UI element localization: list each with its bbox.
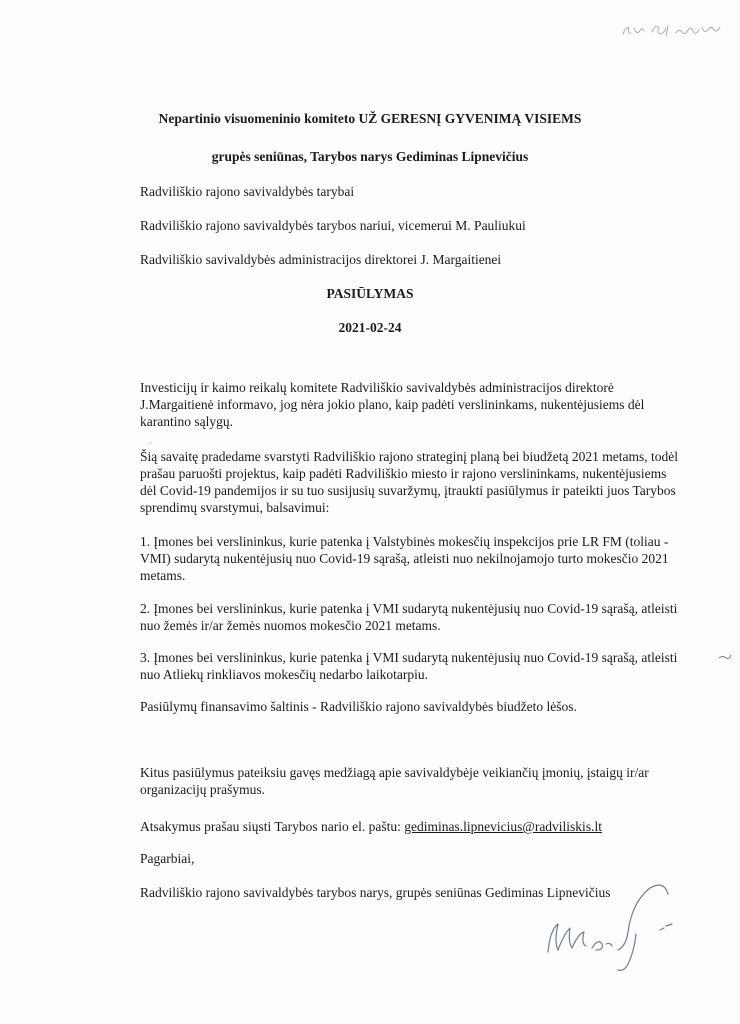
- closing-greeting: Pagarbiai,: [140, 851, 195, 866]
- proposal-item-1: 1. Įmones bei verslininkus, kurie patenka į Valstybinės mokesčių inspekcijos prie LR FM (toliau - VMI) sudarytą nukentėjusių nuo Covid-19 sąrašą, atleisti nuo nekilnojamojo turto mokesčio 2021 metams.: [140, 534, 669, 583]
- scan-mark: ⸝: [148, 436, 153, 446]
- recipient-council: Radviliškio rajono savivaldybės tarybai: [140, 184, 355, 199]
- paragraph-context: Investicijų ir kaimo reikalų komitete Radviliškio savivaldybės administracijos direktorė J.Margaitienė informavo, jog nėra jokio plano, kaip padėti verslininkams, nukentėjusiems dėl karantino sąlygų.: [140, 380, 645, 429]
- paragraph-request: Šią savaitę pradedame svarstyti Radviliškio rajono strateginį planą bei biudžetą 2021 metams, todėl prašau paruošti projektus, kaip padėti Radviliškio miesto ir rajono verslininkams, nukentėjusiems dėl Covid-19 pandemijos ir su tuo susijusių suvaržymų, įtraukti pasiūlymus ir pateikti juos Tarybos sprendimų svarstymui, balsavimui:: [140, 449, 678, 515]
- recipient-director: Radviliškio savivaldybės administracijos direktorei J. Margaitienei: [140, 252, 502, 267]
- reply-instructions: Atsakymus prašau siųsti Tarybos nario el. paštu: gediminas.lipnevicius@radviliskis.lt: [140, 819, 602, 834]
- document-title: PASIŪLYMAS: [326, 286, 414, 301]
- proposal-item-2: 2. Įmones bei verslininkus, kurie patenka į VMI sudarytą nukentėjusių nuo Covid-19 sąrašą, atleisti nuo žemės ir/ar žemės nuomos mokesčio 2021 metams.: [140, 601, 678, 633]
- recipient-vice-mayor: Radviliškio rajono savivaldybės tarybos nariui, vicemerui M. Pauliukui: [140, 218, 526, 233]
- paragraph-more-proposals: Kitus pasiūlymus pateiksiu gavęs medžiagą apie savivaldybėje veikiančių įmonių, įstaigų ir/ar organizacijų prašymus.: [140, 765, 649, 797]
- committee-heading: Nepartinio visuomeninio komiteto UŽ GERESNĮ GYVENIMĄ VISIEMS: [158, 111, 582, 126]
- reply-email-link[interactable]: gediminas.lipnevicius@radviliskis.lt: [404, 819, 602, 834]
- handwritten-stamp: [620, 18, 724, 44]
- group-leader-heading: grupės seniūnas, Tarybos narys Gediminas Lipnevičius: [211, 149, 529, 164]
- signoff-line: Radviliškio rajono savivaldybės tarybos narys, grupės seniūnas Gediminas Lipnevičius: [140, 885, 611, 900]
- pen-mark: [718, 652, 732, 662]
- document-date: 2021-02-24: [338, 320, 402, 335]
- funding-source: Pasiūlymų finansavimo šaltinis - Radviliškio rajono savivaldybės biudžeto lėšos.: [140, 699, 577, 714]
- handwritten-signature: [540, 860, 700, 980]
- proposal-item-3: 3. Įmones bei verslininkus, kurie patenka į VMI sudarytą nukentėjusių nuo Covid-19 sąrašą, atleisti nuo Atliekų rinkliavos mokesčių nedarbo laikotarpiu.: [140, 650, 678, 682]
